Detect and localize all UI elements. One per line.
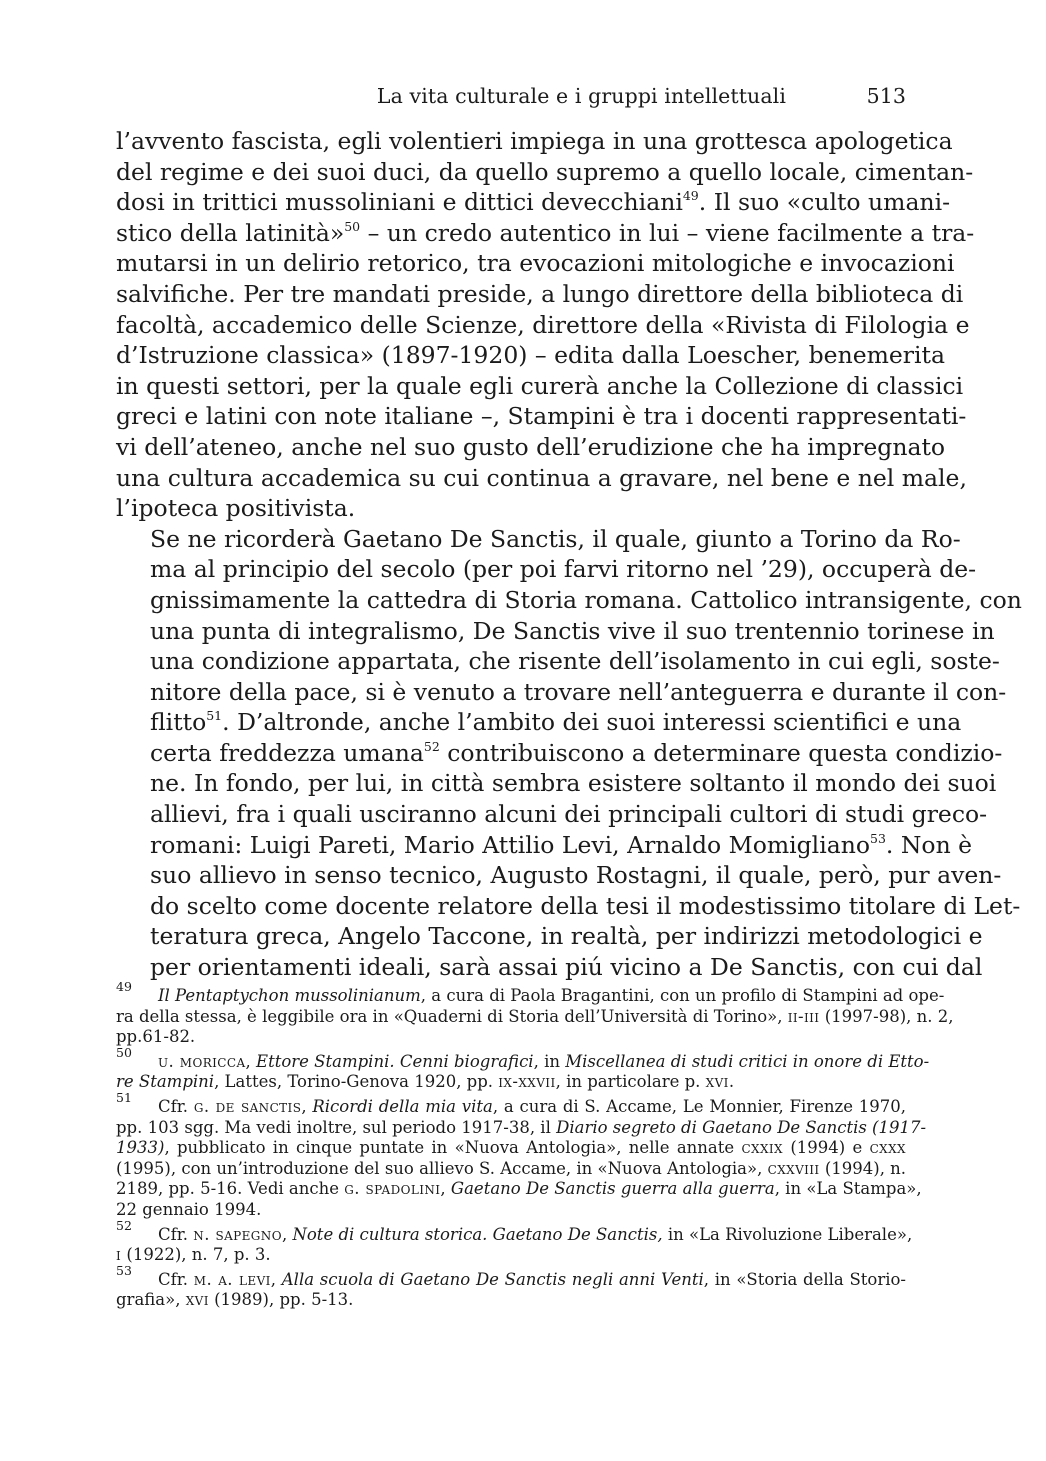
footnote-ref-51[interactable]: 51 [206, 708, 223, 724]
footnote-ref-52[interactable]: 52 [423, 738, 440, 754]
footnote-ref-53[interactable]: 53 [870, 830, 886, 846]
footnote-49 [116, 979, 954, 1048]
footnote-line: pp. 103 sgg. Ma vedi inoltre, sul periodo 1917-38, il Diario segreto di Gaetano De Sanctis (1917- [116, 1117, 927, 1137]
text-line: certa freddezza umana$^{52}$ contribuiscono a determinare questa condizio- [150, 738, 1003, 767]
text-line: Se ne ricorderà Gaetano De Sanctis, il quale, giunto a Torino da Ro- [150, 524, 961, 553]
text-line: una punta di integralismo, De Sanctis vive il suo trentennio torinese in [150, 616, 995, 645]
running-head [116, 84, 906, 114]
text-line: nitore della pace, si è venuto a trovare nell’anteguerra e durante il con- [150, 677, 1007, 706]
text-line: mutarsi in un delirio retorico, tra evocazioni mitologiche e invocazioni [116, 249, 955, 278]
text-line: allievi, fra i quali usciranno alcuni dei principali cultori di studi greco- [150, 800, 988, 829]
text-line: ma al principio del secolo (per poi farvi ritorno nel ’29), occuperà de- [150, 555, 977, 584]
text-line: ne. In fondo, per lui, in città sembra esistere soltanto il mondo dei suoi [150, 769, 997, 798]
footnote-number: 51 [116, 1089, 132, 1105]
footnote-number: 49 [116, 979, 132, 994]
text-line: l’avvento fascista, egli volentieri impiega in una grottesca apologetica [116, 127, 953, 155]
text-line: teratura greca, Angelo Taccone, in realtà, per indirizzi metodologici e [150, 922, 983, 951]
footnote-52 [116, 1217, 913, 1266]
footnote-number: 53 [116, 1262, 132, 1278]
text-line: in questi settori, per la quale egli curerà anche la Collezione di classici [116, 371, 964, 400]
footnote-line: grafia», xvi (1989), pp. 5-13. [116, 1290, 354, 1310]
footnote-ref-50[interactable]: 50 [344, 218, 361, 234]
footnote-line: ra della stessa, è leggibile ora in «Quaderni di Storia dell’Università di Torino», ii-iii (1997-98), n. 2, [116, 1006, 954, 1026]
text-line: stico della latinità»$^{50}$ – un credo autentico in lui – viene facilmente a tra- [116, 218, 975, 247]
footnote-line: (1995), con un’introduzione del suo allievo S. Accame, in «Nuova Antologia», cxxviii (1994), n. [116, 1158, 907, 1178]
footnotes [116, 979, 954, 1315]
paragraph-1 [116, 126, 975, 524]
text-line: facoltà, accademico delle Scienze, direttore della «Rivista di Filologia e [116, 310, 970, 339]
text-line: d’Istruzione classica» (1897-1920) – edita dalla Loescher, benemerita [116, 341, 946, 370]
text-line: romani: Luigi Pareti, Mario Attilio Levi, Arnaldo Momigliano$^{53}$. Non è [150, 830, 973, 859]
footnote-number: 50 [116, 1044, 132, 1060]
text-line: dosi in trittici mussoliniani e dittici devecchiani$^{49}$. Il suo «culto umani- [116, 188, 951, 217]
text-line: salvifiche. Per tre mandati preside, a lungo direttore della biblioteca di [116, 279, 964, 308]
footnote-51 [116, 1089, 927, 1221]
text-line: suo allievo in senso tecnico, Augusto Rostagni, il quale, però, pur aven- [150, 861, 1002, 890]
paragraph-2 [116, 524, 1022, 983]
footnote-53 [116, 1262, 906, 1311]
footnote-line: $^{52}$ Cfr. n. sapegno, Note di cultura storica. Gaetano De Sanctis, in «La Rivoluzione Liberale», [116, 1217, 913, 1244]
footnote-line: $^{50}$ u. moricca, Ettore Stampini. Cenni biografici, in Miscellanea di studi critici in onore di Etto- [116, 1044, 930, 1071]
text-line: per orientamenti ideali, sarà assai piú vicino a De Sanctis, con cui dal [150, 953, 983, 982]
footnote-line: pp.61-82. [116, 1027, 196, 1047]
text-line: una cultura accademica su cui continua a gravare, nel bene e nel male, [116, 463, 967, 492]
text-line: flitto$^{51}$. D’altronde, anche l’ambito dei suoi interessi scientifici e una [150, 708, 962, 737]
footnote-line: 22 gennaio 1994. [116, 1199, 262, 1219]
footnote-line: i (1922), n. 7, p. 3. [116, 1245, 271, 1265]
running-title: La vita culturale e i gruppi intellettuali [376, 84, 786, 108]
text-line: gnissimamente la cattedra di Storia romana. Cattolico intransigente, con [150, 585, 1022, 614]
text-line: greci e latini con note italiane –, Stampini è tra i docenti rappresentati- [116, 402, 967, 431]
text-line: del regime e dei suoi duci, da quello supremo a quello locale, cimentan- [116, 157, 974, 186]
footnote-number: 52 [116, 1217, 132, 1233]
footnote-50 [116, 1044, 930, 1093]
footnote-line: $^{49}$ Il Pentaptychon mussolinianum, a cura di Paola Bragantini, con un profilo di Stampini ad ope- [116, 979, 945, 1005]
text-line: l’ipoteca positivista. [116, 494, 356, 523]
text-line: do scelto come docente relatore della tesi il modestissimo titolare di Let- [150, 891, 1021, 920]
text-line: una condizione appartata, che risente dell’isolamento in cui egli, soste- [150, 647, 1000, 676]
footnote-line: re Stampini, Lattes, Torino-Genova 1920, pp. ix-xxvii, in particolare p. xvi. [116, 1072, 735, 1092]
footnote-line: $^{51}$ Cfr. g. de sanctis, Ricordi della mia vita, a cura di S. Accame, Le Monnier, Firenze 1970, [116, 1089, 907, 1116]
footnote-line: $^{53}$ Cfr. m. a. levi, Alla scuola di Gaetano De Sanctis negli anni Venti, in «Storia della Storio- [116, 1262, 906, 1289]
footnote-ref-49[interactable]: 49 [682, 188, 699, 204]
footnote-line: 2189, pp. 5-16. Vedi anche g. spadolini, Gaetano De Sanctis guerra alla guerra, in «La Stampa», [116, 1179, 922, 1199]
footnote-line: 1933), pubblicato in cinque puntate in «Nuova Antologia», nelle annate cxxix (1994) e cxxx [116, 1138, 906, 1158]
page-number: 513 [866, 84, 906, 108]
text-line: vi dell’ateneo, anche nel suo gusto dell’erudizione che ha impregnato [116, 432, 946, 461]
main-text [116, 126, 1022, 983]
